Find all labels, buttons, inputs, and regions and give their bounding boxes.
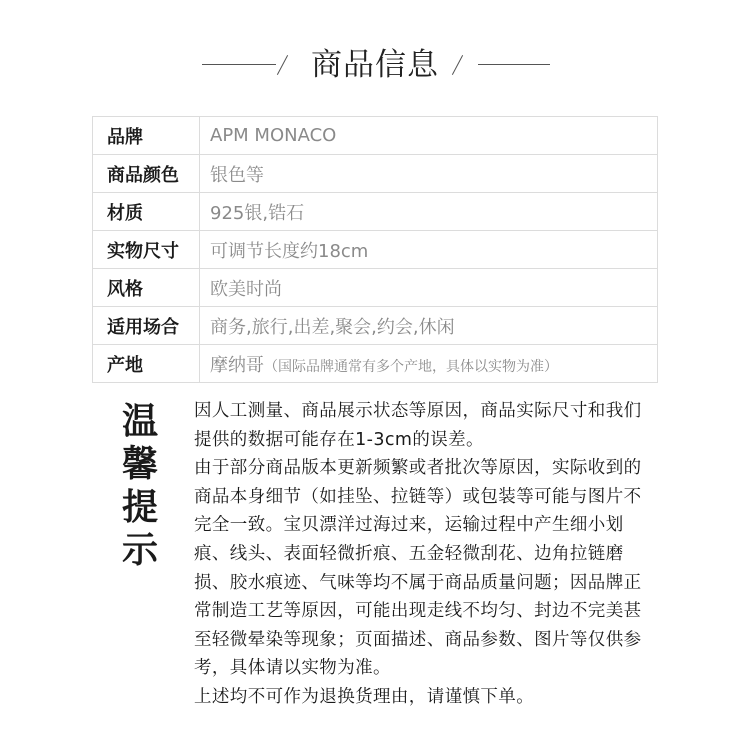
header-divider-left (202, 64, 276, 65)
spec-value: 银色等 (200, 155, 658, 193)
spec-value: 可调节长度约18cm (200, 231, 658, 269)
table-row (93, 193, 658, 231)
spec-label: 产地 (93, 345, 200, 383)
spec-label: 实物尺寸 (93, 231, 200, 269)
table-row (93, 117, 658, 155)
spec-label: 材质 (93, 193, 200, 231)
spec-value: 商务,旅行,出差,聚会,约会,休闲 (200, 307, 658, 345)
spec-value: APM MONACO (200, 117, 658, 155)
tips-paragraph-measurement: 因人工测量、商品展示状态等原因，商品实际尺寸和我们提供的数据可能存在1-3cm的误差。 (194, 401, 642, 450)
product-spec-table (92, 116, 658, 383)
section-title: 商品信息 (311, 47, 439, 83)
tips-title-char: 示 (121, 530, 158, 571)
spec-label: 风格 (93, 269, 200, 307)
tips-paragraph-disclaimer: 上述均不可作为退换货理由，请谨慎下单。 (194, 686, 535, 707)
header-divider-right (478, 64, 550, 65)
header-slash-left (277, 55, 288, 75)
tips-title-char: 提 (121, 487, 158, 528)
origin-note: （国际品牌通常有多个产地，具体以实物为准） (264, 358, 558, 375)
section-header (0, 40, 750, 92)
table-row (93, 231, 658, 269)
spec-value: 925银,锆石 (200, 193, 658, 231)
spec-label: 品牌 (93, 117, 200, 155)
spec-label: 商品颜色 (93, 155, 200, 193)
table-row (93, 269, 658, 307)
spec-value-origin (200, 345, 658, 383)
origin-value: 摩纳哥 (210, 354, 264, 376)
tips-paragraph-details: 由于部分商品版本更新频繁或者批次等原因，实际收到的商品本身细节（如挂坠、拉链等）或包装等可能与图片不完全一致。宝贝漂洋过海过来，运输过程中产生细小划痕、线头、表面轻微折痕、五金轻微刮花、边角拉链磨损、胶水痕迹、气味等均不属于商品质量问题；因品牌正常制造工艺等原因，可能出现走线不均匀、封边不完美甚至轻微晕染等现象；页面描述、商品参数、图片等仅供参考，具体请以实物为准。 (194, 458, 642, 679)
spec-label: 适用场合 (93, 307, 200, 345)
tips-title (118, 400, 162, 572)
table-row (93, 155, 658, 193)
table-row (93, 307, 658, 345)
spec-value: 欧美时尚 (200, 269, 658, 307)
tips-title-char: 温 (121, 401, 158, 442)
tips-body (194, 397, 649, 712)
tips-title-char: 馨 (121, 444, 158, 485)
table-row (93, 345, 658, 383)
